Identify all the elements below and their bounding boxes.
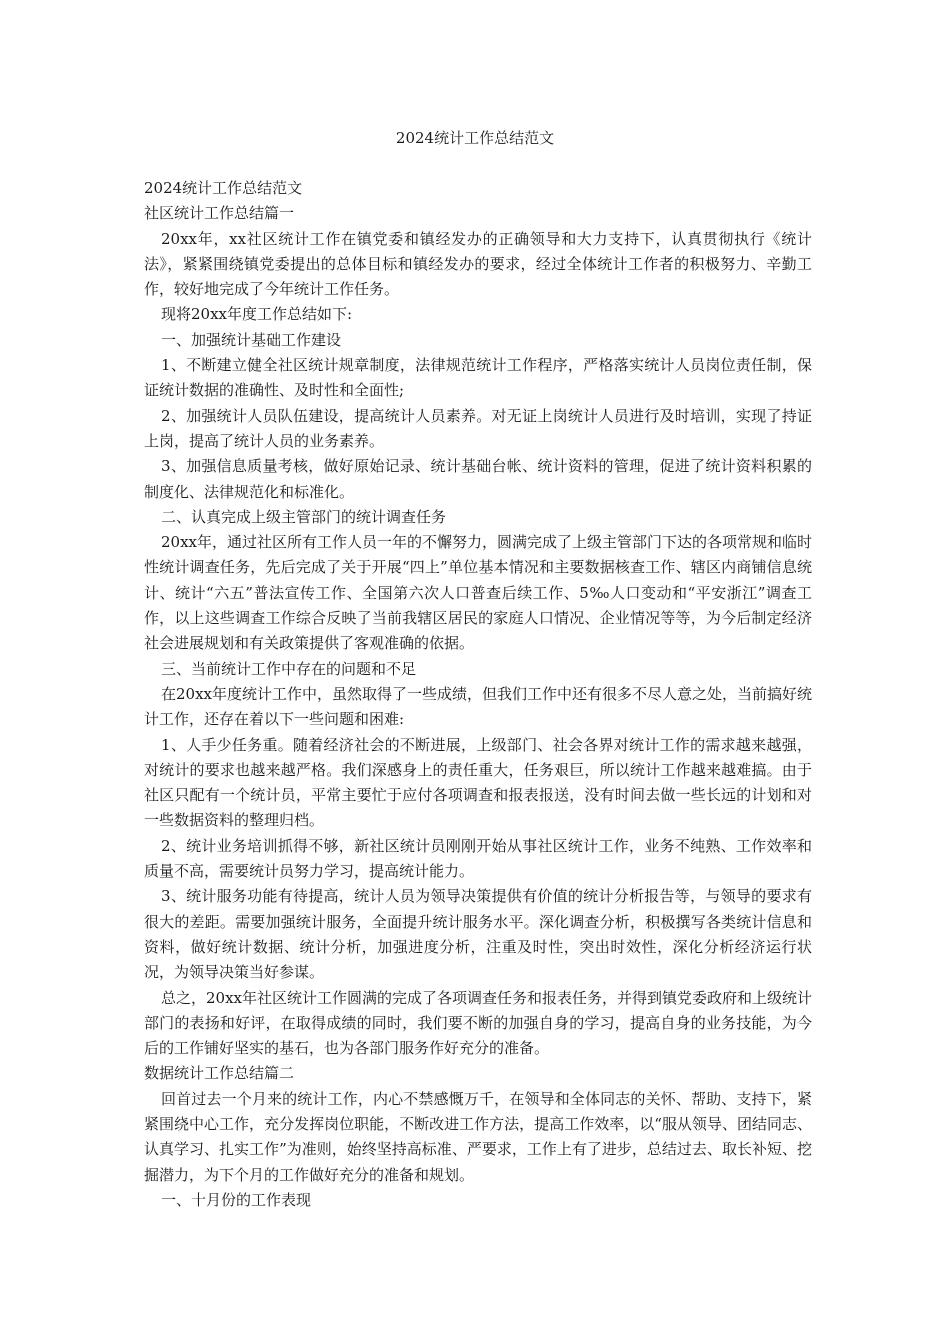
paragraph: 3、统计服务功能有待提高，统计人员为领导决策提供有价值的统计分析报告等，与领导的要求有很大的差距。需要加强统计服务，全面提升统计服务水平。深化调查分析，积极撰写各类统计信息和资料，做好统计数据、统计分析，加强进度分析，注重及时性，突出时效性，深化分析经济运行状况，为领导决策当好参谋。 xyxy=(144,887,812,982)
heading-1: 一、加强统计基础工作建设 xyxy=(161,330,342,349)
heading-2: 二、认真完成上级主管部门的统计调查任务 xyxy=(161,507,447,526)
paragraph: 在20xx年度统计工作中，虽然取得了一些成绩，但我们工作中还有很多不尽人意之处，当前搞好统计工作，还存在着以下一些问题和困难: xyxy=(144,684,813,729)
section-1-title: 社区统计工作总结篇一 xyxy=(144,204,295,223)
paragraph: 现将20xx年度工作总结如下: xyxy=(161,305,353,324)
document-body xyxy=(144,176,812,1213)
section-2-title: 数据统计工作总结篇二 xyxy=(144,1064,295,1083)
paragraph: 2、加强统计人员队伍建设，提高统计人员素养。对无证上岗统计人员进行及时培训，实现了持证上岗，提高了统计人员的业务素养。 xyxy=(144,406,812,450)
paragraph: 总之，20xx年社区统计工作圆满的完成了各项调查任务和报表任务，并得到镇党委政府和上级统计部门的表扬和好评，在取得成绩的同时，我们要不断的加强自身的学习，提高自身的业务技能，为今后的工作铺好坚实的基石，也为各部门服务作好充分的准备。 xyxy=(144,988,813,1058)
paragraph: 1、不断建立健全社区统计规章制度，法律规范统计工作程序，严格落实统计人员岗位责任制，保证统计数据的准确性、及时性和全面性; xyxy=(144,356,812,400)
paragraph: 20xx年，xx社区统计工作在镇党委和镇经发办的正确领导和大力支持下，认真贯彻执行《统计法》，紧紧围绕镇党委提出的总体目标和镇经发办的要求，经过全体统计工作者的积极努力、辛勤工作，较好地完成了今年统计工作任务。 xyxy=(144,229,812,299)
paragraph: 1、人手少任务重。随着经济社会的不断进展，上级部门、社会各界对统计工作的需求越来越强，对统计的要求也越来越严格。我们深感身上的责任重大，任务艰巨，所以统计工作越来越难搞。由于社区只配有一个统计员，平常主要忙于应付各项调查和报表报送，没有时间去做一些长远的计划和对一些数据资料的整理归档。 xyxy=(144,735,812,830)
heading-4: 一、十月份的工作表现 xyxy=(161,1190,312,1209)
paragraph: 回首过去一个月来的统计工作，内心不禁感慨万千，在领导和全体同志的关怀、帮助、支持下，紧紧围绕中心工作，充分发挥岗位职能，不断改进工作方法，提高工作效率，以“服从领导、团结同志、认真学习、扎实工作”为准则，始终坚持高标准、严要求，工作上有了进步，总结过去、取长补短、挖掘潜力，为下个月的工作做好充分的准备和规划。 xyxy=(144,1089,812,1184)
heading-3: 三、当前统计工作中存在的问题和不足 xyxy=(161,659,417,678)
paragraph: 3、加强信息质量考核，做好原始记录、统计基础台帐、统计资料的管理，促进了统计资料积累的制度化、法律规范化和标准化。 xyxy=(144,457,812,501)
paragraph: 2、统计业务培训抓得不够，新社区统计员刚刚开始从事社区统计工作，业务不纯熟、工作效率和质量不高，需要统计员努力学习，提高统计能力。 xyxy=(144,836,812,881)
document-title: 2024统计工作总结范文 xyxy=(395,129,555,147)
paragraph: 20xx年，通过社区所有工作人员一年的不懈努力，圆满完成了上级主管部门下达的各项常规和临时性统计调查任务，先后完成了关于开展“四上”单位基本情况和主要数据核查工作、辖区内商铺信息统计、统计“六五”普法宣传工作、全国第六次人口普查后续工作、5‰人口变动和“平安浙江”调查工作，以上这些调查工作综合反映了当前我辖区居民的家庭人口情况、企业情况等等，为今后制定经济社会进展规划和有关政策提供了客观准确的依据。 xyxy=(144,533,813,653)
document-subtitle: 2024统计工作总结范文 xyxy=(144,179,303,197)
